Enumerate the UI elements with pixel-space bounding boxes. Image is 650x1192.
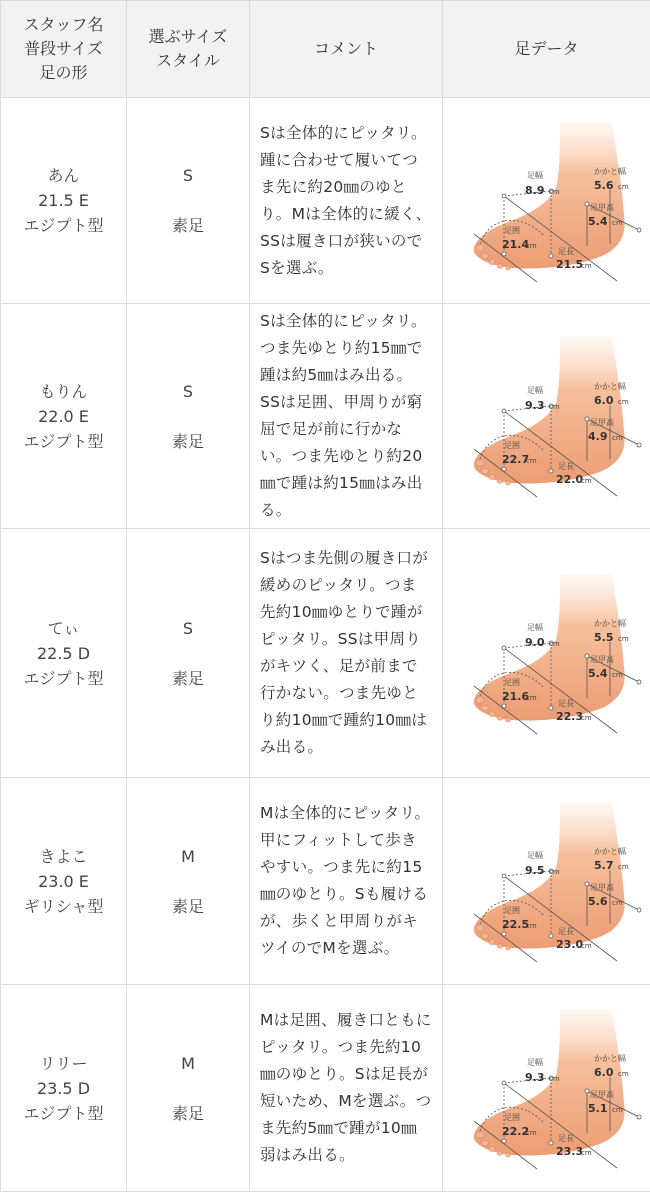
staff-name: あん (2, 163, 125, 188)
length-value: 23.0 (556, 938, 583, 951)
header-foot-data: 足データ (443, 1, 650, 98)
foot-diagram (452, 568, 642, 738)
width-unit: cm (549, 1075, 560, 1083)
heel-label: かかと幅 (594, 166, 626, 176)
heel-unit: cm (618, 183, 629, 191)
heel-unit: cm (618, 1070, 629, 1078)
staff-name: きよこ (2, 844, 125, 869)
comment-cell: Sは全体的にピッタリ。踵に合わせて履いてつま先に約20㎜のゆとり。Mは全体的に緩く、SSは履き口が狭いのでSを選ぶ。 (250, 98, 443, 304)
foot-image (473, 1009, 624, 1157)
chosen-size: M (128, 1051, 248, 1076)
width-label: 足幅 (527, 1057, 543, 1067)
length-label: 足長 (558, 462, 574, 471)
length-unit: cm (581, 714, 592, 722)
staff-cell (1, 98, 127, 304)
width-label: 足幅 (527, 850, 543, 860)
instep-value: 5.4 (588, 215, 608, 228)
header-comment: コメント (250, 1, 443, 98)
size-cell (127, 985, 250, 1192)
girth-unit: cm (526, 694, 537, 702)
table-row (1, 778, 650, 985)
foot-data-cell (443, 778, 650, 985)
staff-name: もりん (2, 379, 125, 404)
foot-shape: ギリシャ型 (2, 894, 125, 919)
length-unit: cm (581, 477, 592, 485)
table-row (1, 304, 650, 529)
width-value: 9.5 (525, 864, 545, 877)
heel-value: 5.6 (594, 179, 614, 192)
length-value: 22.3 (556, 710, 583, 723)
width-value: 9.3 (525, 399, 545, 412)
girth-unit: cm (526, 242, 537, 250)
heel-label: かかと幅 (594, 846, 626, 856)
width-value: 9.3 (525, 1071, 545, 1084)
heel-unit: cm (618, 398, 629, 406)
size-cell (127, 529, 250, 778)
foot-shape: エジプト型 (2, 666, 125, 691)
girth-label: 足囲 (504, 1113, 520, 1122)
foot-diagram (452, 1003, 642, 1173)
length-value: 23.3 (556, 1145, 583, 1158)
header-chosen-size: 選ぶサイズ (131, 25, 245, 49)
foot-shape: エジプト型 (2, 213, 125, 238)
instep-label: 足甲高 (590, 417, 614, 427)
width-label: 足幅 (527, 385, 543, 395)
table-row (1, 529, 650, 778)
usual-size: 23.0 E (2, 869, 125, 894)
instep-label: 足甲高 (590, 1089, 614, 1099)
foot-image (473, 802, 624, 950)
heel-value: 5.7 (594, 859, 614, 872)
girth-label: 足囲 (504, 226, 520, 235)
length-label: 足長 (558, 927, 574, 936)
foot-data-cell (443, 529, 650, 778)
foot-shape: エジプト型 (2, 1101, 125, 1126)
staff-cell (1, 985, 127, 1192)
foot-data-cell (443, 304, 650, 529)
foot-shape: エジプト型 (2, 429, 125, 454)
length-unit: cm (581, 262, 592, 270)
foot-image (473, 337, 624, 485)
foot-data-cell (443, 98, 650, 304)
heel-value: 6.0 (594, 394, 614, 407)
girth-unit: cm (526, 457, 537, 465)
girth-value: 22.7 (502, 453, 529, 466)
heel-label: かかと幅 (594, 618, 626, 628)
width-value: 8.9 (525, 184, 545, 197)
instep-unit: cm (612, 219, 623, 227)
staff-cell (1, 529, 127, 778)
staff-cell (1, 304, 127, 529)
staff-name: リリー (2, 1051, 125, 1076)
header-style: スタイル (131, 49, 245, 73)
instep-value: 4.9 (588, 430, 608, 443)
wear-style: 素足 (128, 894, 248, 919)
girth-value: 21.6 (502, 690, 529, 703)
size-cell (127, 304, 250, 529)
wear-style: 素足 (128, 213, 248, 238)
foot-image (473, 122, 624, 270)
foot-diagram (452, 796, 642, 966)
heel-value: 6.0 (594, 1066, 614, 1079)
width-label: 足幅 (527, 170, 543, 180)
girth-value: 22.5 (502, 918, 529, 931)
instep-unit: cm (612, 1106, 623, 1114)
header-row (1, 1, 650, 98)
width-unit: cm (549, 640, 560, 648)
chosen-size: S (128, 616, 248, 641)
size-cell (127, 98, 250, 304)
girth-unit: cm (526, 1129, 537, 1137)
length-label: 足長 (558, 247, 574, 256)
size-cell (127, 778, 250, 985)
girth-value: 21.4 (502, 238, 529, 251)
width-label: 足幅 (527, 622, 543, 632)
usual-size: 22.5 D (2, 641, 125, 666)
header-staff (1, 1, 127, 98)
width-unit: cm (549, 868, 560, 876)
usual-size: 22.0 E (2, 404, 125, 429)
length-label: 足長 (558, 1134, 574, 1143)
usual-size: 23.5 D (2, 1076, 125, 1101)
foot-diagram (452, 116, 642, 286)
length-unit: cm (581, 942, 592, 950)
header-staff-name: スタッフ名 (5, 13, 122, 37)
instep-unit: cm (612, 899, 623, 907)
header-foot-shape: 足の形 (5, 61, 122, 85)
length-value: 22.0 (556, 473, 583, 486)
comment-cell: Sは全体的にピッタリ。つま先ゆとり約15㎜で踵は約5㎜はみ出る。SSは足囲、甲周りが窮屈で足が前に行かない。つま先ゆとり約20㎜で踵は約15㎜はみ出る。 (250, 304, 443, 529)
girth-unit: cm (526, 922, 537, 930)
instep-unit: cm (612, 671, 623, 679)
girth-label: 足囲 (504, 906, 520, 915)
width-value: 9.0 (525, 636, 545, 649)
instep-label: 足甲高 (590, 882, 614, 892)
header-usual-size: 普段サイズ (5, 37, 122, 61)
staff-cell (1, 778, 127, 985)
length-unit: cm (581, 1149, 592, 1157)
comment-cell: Sはつま先側の履き口が緩めのピッタリ。つま先約10㎜ゆとりで踵がピッタリ。SSは甲周りがキツく、足が前まで行かない。つま先ゆとり約10㎜で踵約10㎜はみ出る。 (250, 529, 443, 778)
heel-unit: cm (618, 635, 629, 643)
foot-data-cell (443, 985, 650, 1192)
heel-label: かかと幅 (594, 381, 626, 391)
width-unit: cm (549, 403, 560, 411)
chosen-size: S (128, 163, 248, 188)
instep-value: 5.4 (588, 667, 608, 680)
heel-unit: cm (618, 863, 629, 871)
wear-style: 素足 (128, 1101, 248, 1126)
table-row (1, 985, 650, 1192)
header-size (127, 1, 250, 98)
instep-value: 5.6 (588, 895, 608, 908)
width-unit: cm (549, 188, 560, 196)
girth-label: 足囲 (504, 678, 520, 687)
length-label: 足長 (558, 699, 574, 708)
heel-label: かかと幅 (594, 1053, 626, 1063)
staff-name: てぃ (2, 616, 125, 641)
chosen-size: S (128, 379, 248, 404)
heel-value: 5.5 (594, 631, 614, 644)
wear-style: 素足 (128, 666, 248, 691)
wear-style: 素足 (128, 429, 248, 454)
instep-label: 足甲高 (590, 202, 614, 212)
comment-cell: Mは全体的にピッタリ。甲にフィットして歩きやすい。つま先に約15㎜のゆとり。Sも履けるが、歩くと甲周りがキツイのでMを選ぶ。 (250, 778, 443, 985)
instep-unit: cm (612, 434, 623, 442)
instep-value: 5.1 (588, 1102, 608, 1115)
foot-image (473, 574, 624, 722)
comment-cell: Mは足囲、履き口ともにピッタリ。つま先約10㎜のゆとり。Sは足長が短いため、Mを選ぶ。つま先約5㎜で踵が10㎜弱はみ出る。 (250, 985, 443, 1192)
usual-size: 21.5 E (2, 188, 125, 213)
length-value: 21.5 (556, 258, 583, 271)
table-row (1, 98, 650, 304)
girth-value: 22.2 (502, 1125, 529, 1138)
chosen-size: M (128, 844, 248, 869)
girth-label: 足囲 (504, 441, 520, 450)
instep-label: 足甲高 (590, 654, 614, 664)
foot-diagram (452, 331, 642, 501)
